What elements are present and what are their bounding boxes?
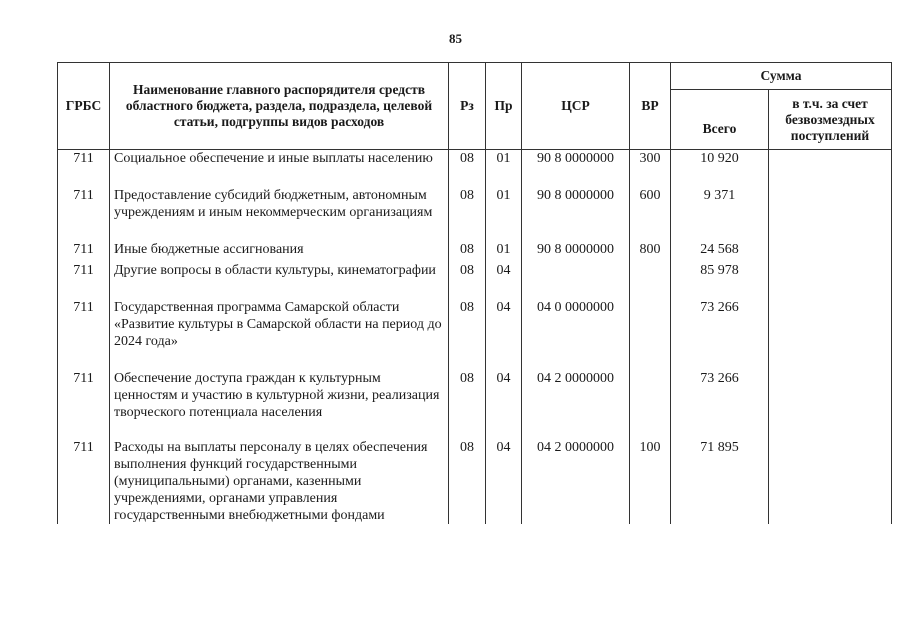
row-total: 73 266: [671, 299, 769, 370]
budget-table: [57, 62, 892, 524]
table-row: [58, 299, 892, 370]
row-total: 10 920: [671, 150, 769, 188]
row-free: [769, 439, 892, 524]
header-pr: Пр: [486, 63, 522, 150]
row-free: [769, 241, 892, 262]
row-csr: 90 8 0000000: [522, 150, 630, 188]
page-number: 85: [449, 31, 462, 46]
row-pr: 01: [486, 150, 522, 188]
row-pr: 01: [486, 187, 522, 241]
row-vr: [630, 370, 671, 439]
row-csr: [522, 262, 630, 299]
row-free: [769, 150, 892, 188]
row-csr: 90 8 0000000: [522, 241, 630, 262]
table-row: [58, 150, 892, 188]
row-name: Другие вопросы в области культуры, кинематографии: [110, 262, 449, 299]
row-pr: 04: [486, 262, 522, 299]
row-pr: 04: [486, 439, 522, 524]
row-vr: 600: [630, 187, 671, 241]
row-rz: 08: [449, 439, 486, 524]
row-free: [769, 299, 892, 370]
row-grbs: 711: [58, 370, 110, 439]
header-grbs: ГРБС: [58, 63, 110, 150]
row-total: 24 568: [671, 241, 769, 262]
row-free: [769, 370, 892, 439]
table-row: [58, 187, 892, 241]
row-name: Предоставление субсидий бюджетным, автономным учреждениям и иным некоммерческим организациям: [110, 187, 449, 241]
row-free: [769, 187, 892, 241]
row-name: Государственная программа Самарской области «Развитие культуры в Самарской области на период до 2024 года»: [110, 299, 449, 370]
row-total: 71 895: [671, 439, 769, 524]
row-total: 85 978: [671, 262, 769, 299]
row-total: 9 371: [671, 187, 769, 241]
row-vr: 100: [630, 439, 671, 524]
table-row: [58, 439, 892, 524]
row-csr: 04 2 0000000: [522, 439, 630, 524]
table-row: [58, 262, 892, 299]
row-name: Расходы на выплаты персоналу в целях обеспечения выполнения функций государственными (муниципальными) органами, казенными учреждениями, органами управления государственными внебюджетными фондами: [110, 439, 449, 524]
row-grbs: 711: [58, 187, 110, 241]
row-pr: 04: [486, 370, 522, 439]
header-free: в т.ч. за счет безвозмездных поступлений: [769, 90, 892, 150]
row-grbs: 711: [58, 299, 110, 370]
row-vr: [630, 262, 671, 299]
row-total: 73 266: [671, 370, 769, 439]
header-name: Наименование главного распорядителя средств областного бюджета, раздела, подраздела, целевой статьи, подгруппы видов расходов: [110, 63, 449, 150]
row-rz: 08: [449, 262, 486, 299]
row-rz: 08: [449, 187, 486, 241]
row-vr: 300: [630, 150, 671, 188]
row-vr: 800: [630, 241, 671, 262]
table-row: [58, 241, 892, 262]
row-grbs: 711: [58, 241, 110, 262]
table-row: [58, 370, 892, 439]
row-csr: 90 8 0000000: [522, 187, 630, 241]
row-free: [769, 262, 892, 299]
row-name: Социальное обеспечение и иные выплаты населению: [110, 150, 449, 188]
row-pr: 04: [486, 299, 522, 370]
header-sum: Сумма: [671, 63, 892, 90]
row-rz: 08: [449, 370, 486, 439]
header-csr: ЦСР: [522, 63, 630, 150]
row-name: Иные бюджетные ассигнования: [110, 241, 449, 262]
row-vr: [630, 299, 671, 370]
header-total: Всего: [671, 90, 769, 150]
row-csr: 04 2 0000000: [522, 370, 630, 439]
row-pr: 01: [486, 241, 522, 262]
row-rz: 08: [449, 299, 486, 370]
row-grbs: 711: [58, 150, 110, 188]
row-name: Обеспечение доступа граждан к культурным ценностям и участию в культурной жизни, реализация творческого потенциала населения: [110, 370, 449, 439]
row-grbs: 711: [58, 439, 110, 524]
row-rz: 08: [449, 241, 486, 262]
header-vr: ВР: [630, 63, 671, 150]
row-grbs: 711: [58, 262, 110, 299]
header-rz: Рз: [449, 63, 486, 150]
row-csr: 04 0 0000000: [522, 299, 630, 370]
row-rz: 08: [449, 150, 486, 188]
